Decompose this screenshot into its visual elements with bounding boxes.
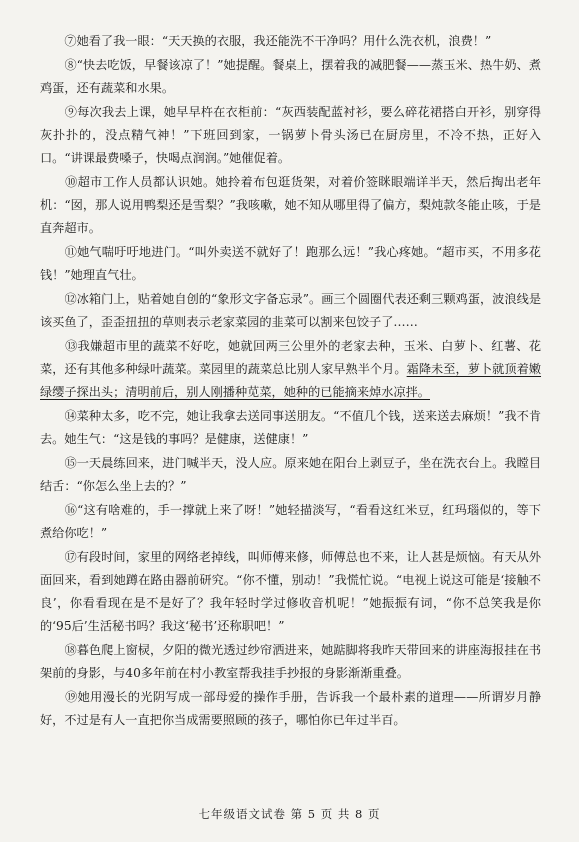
paragraph-14: ⑭菜种太多，吃不完，她让我拿去送同事送朋友。“不值几个钱，送来送去麻烦！”我不肯去。她生气：“这是钱的事吗？是健康，送健康！” <box>40 409 542 446</box>
paragraph-10: ⑩超市工作人员都认识她。她拎着布包逛货架，对着价签眯眼端详半天，然后掏出老年机：“囡，那人说用鸭梨还是雪梨？”我咳嗽，她不知从哪里得了偏方，梨炖款冬能止咳，于是直奔超市。 <box>40 175 542 235</box>
paragraph-12: ⑫冰箱门上，贴着她自创的“象形文字备忘录”。画三个圆圈代表还剩三颗鸡蛋，波浪线是该买鱼了，歪歪扭扭的草则表示老家菜园的韭菜可以割来包饺子了…… <box>40 292 542 329</box>
paragraph-9: ⑨每次我去上课，她早早杵在衣柜前：“灰西装配蓝衬衫，要么碎花裙搭白开衫，别穿得灰扑扑的，没点精气神！”下班回到家，一锅萝卜骨头汤已在厨房里，不冷不热，正好入口。“讲课最费嗓子，快喝点润润。”她催促着。 <box>40 105 542 165</box>
paragraph-13: ⑬我嫌超市里的蔬菜不好吃，她就回两三公里外的老家去种，玉米、白萝卜、红薯、花菜，还有其他多种绿叶蔬菜。菜园里的蔬菜总比别人家早熟半个月。霜降未至，萝卜就顶着嫩绿缨子探出头；清明前后，别人刚播种苋菜，她种的已能摘来焯水凉拌。 <box>40 339 542 399</box>
paragraph-16: ⑯“这有啥难的，手一撑就上来了呀！”她轻描淡写，“看看这红米豆，红玛瑙似的，等下煮给你吃！” <box>40 503 541 540</box>
paragraph-19: ⑲她用漫长的光阴写成一部母爱的操作手册，告诉我一个最朴素的道理——所谓岁月静好，不过是有人一直把你当成需要照顾的孩子，哪怕你已年过半百。 <box>40 690 542 727</box>
underlined-sentence: 霜降未至，萝卜就顶着嫩绿缨子探出头；清明前后，别人刚播种苋菜，她种的已能摘来焯水凉拌。 <box>40 362 542 399</box>
paragraph-15: ⑮一天晨练回来，进门喊半天，没人应。原来她在阳台上剥豆子，坐在洗衣台上。我瞠目结舌：“你怎么坐上去的？” <box>40 456 542 493</box>
paragraph-17: ⑰有段时间，家里的网络老掉线，叫师傅来修，师傅总也不来，让人甚是烦恼。有天从外面回来，看到她蹲在路由器前研究。“你不懂，别动！”我慌忙说。“电视上说这可能是‘接触不良’，你看看现在是不是好了？我年轻时学过修收音机呢！”她振振有词，“你不总笑我是你的‘95后’生活秘书吗？我这‘秘书’还称职吧！” <box>40 550 542 633</box>
page-footer: 七年级语文试卷 第 5 页 共 8 页 <box>198 807 381 821</box>
paragraph-18: ⑱暮色爬上窗棂，夕阳的微光透过纱帘洒进来，她踮脚将我昨天带回来的讲座海报挂在书架前的身影，与40多年前在村小教室帮我挂手抄报的身影渐渐重叠。 <box>40 643 542 680</box>
paragraph-8: ⑧“快去吃饭，早餐该凉了！”她提醒。餐桌上，摆着我的减肥餐——蒸玉米、热牛奶、煮鸡蛋，还有蔬菜和水果。 <box>40 58 542 95</box>
paragraph-7: ⑦她看了我一眼：“天天换的衣服，我还能洗不干净吗？用什么洗衣机，浪费！” <box>64 34 492 48</box>
paragraph-11: ⑪她气喘吁吁地进门。“叫外卖送不就好了！跑那么远！”我心疼她。“超市买，不用多花钱！”她理直气壮。 <box>40 245 541 282</box>
